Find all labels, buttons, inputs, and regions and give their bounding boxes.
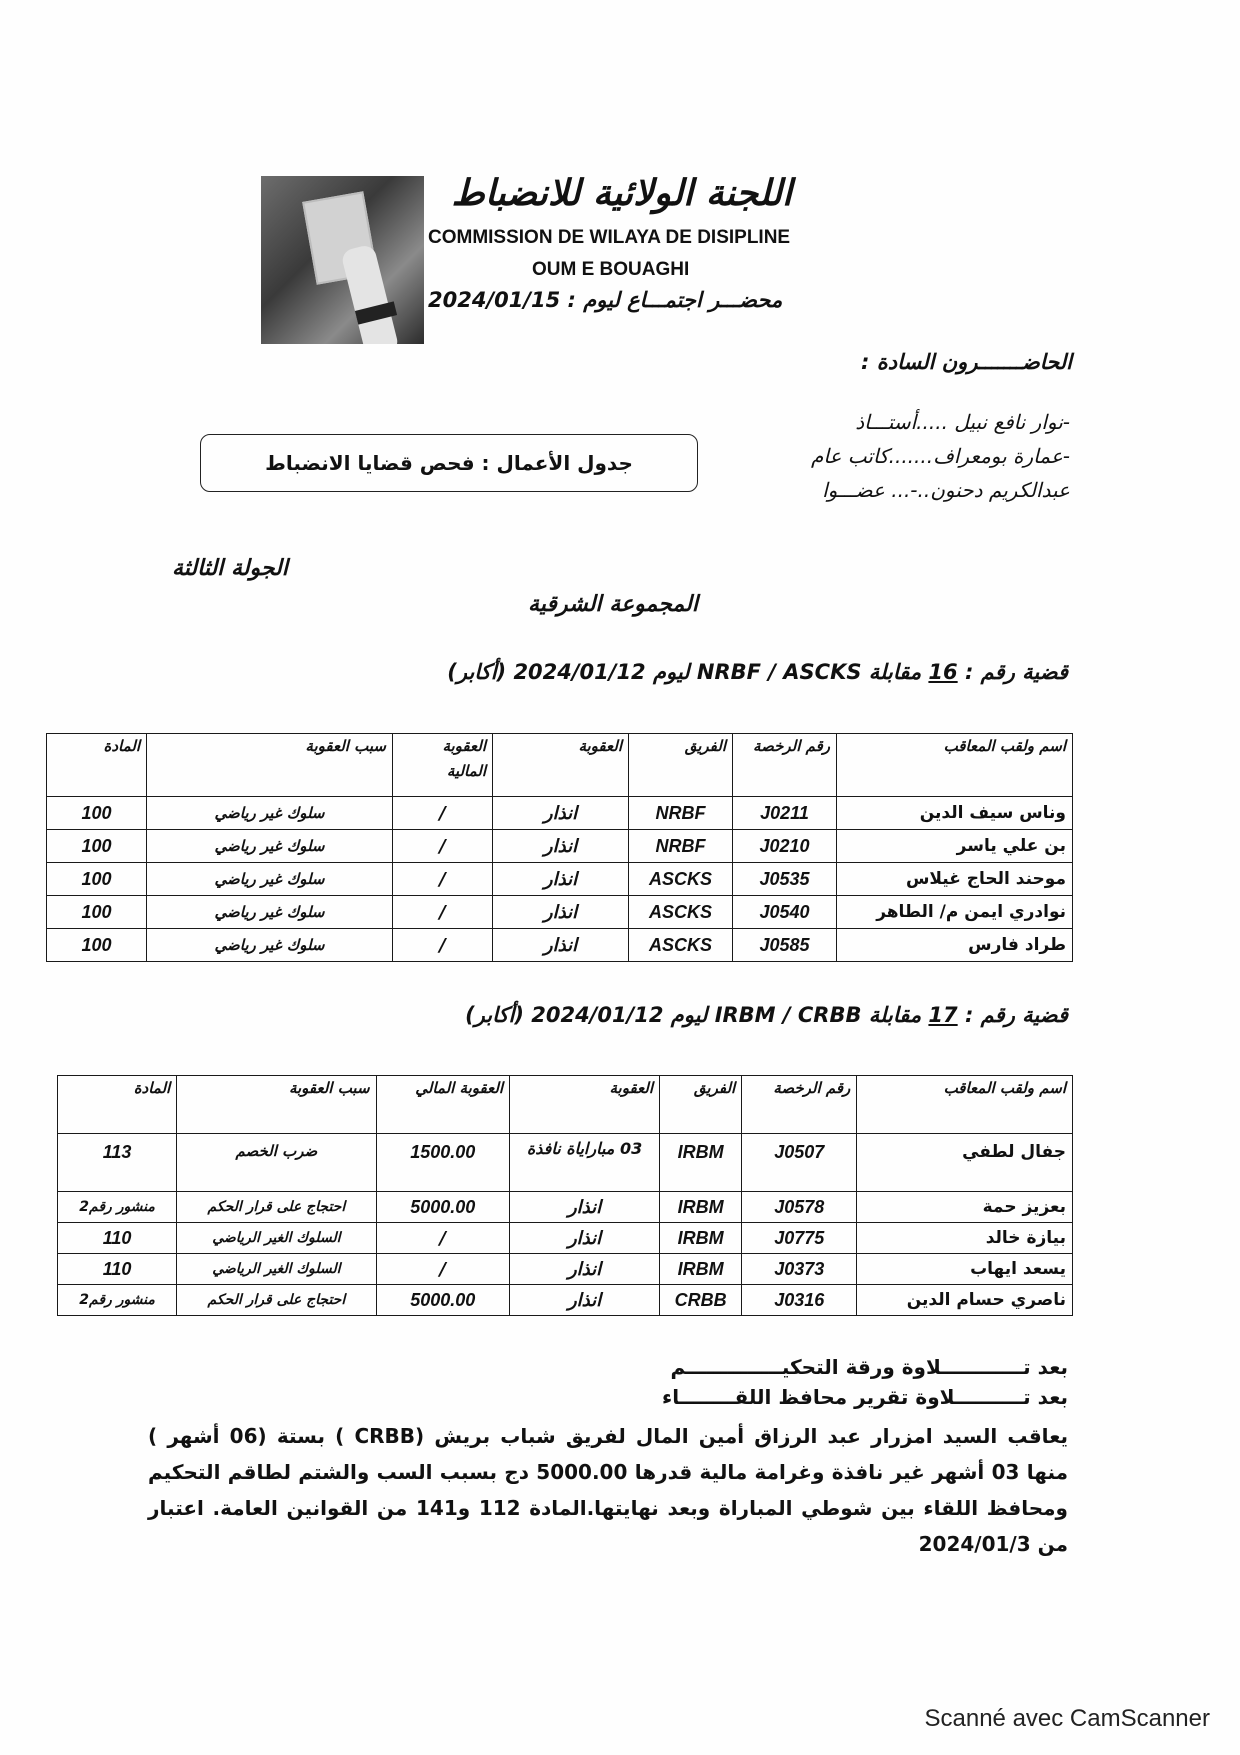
case-number: 16 (928, 660, 958, 684)
cell-article: 100 (47, 830, 147, 863)
cell-penalty: انذار (510, 1223, 660, 1254)
col-penalty: العقوبة (493, 734, 629, 797)
cell-name: يسعد ايهاب (857, 1254, 1073, 1285)
cell-article: 110 (58, 1223, 177, 1254)
date-label: ليوم (670, 1003, 708, 1027)
cell-team: IRBM (660, 1223, 742, 1254)
case-17-title (465, 1003, 1068, 1027)
case-teams: NRBF / ASCKS (696, 660, 862, 684)
table-row (47, 830, 1073, 863)
cell-fine: / (393, 797, 493, 830)
cell-team: CRBB (660, 1285, 742, 1316)
col-name: اسم ولقب المعاقب (857, 1076, 1073, 1134)
table-row (58, 1254, 1073, 1285)
cell-penalty: انذار (510, 1192, 660, 1223)
cell-article: 110 (58, 1254, 177, 1285)
cell-reason: السلوك الغير الرياضي (177, 1223, 376, 1254)
cell-name: طراد فارس (837, 929, 1073, 962)
cell-reason: سلوك غير رياضي (147, 830, 393, 863)
referee-card-photo (261, 176, 424, 344)
col-article: المادة (47, 734, 147, 797)
arm-shape (340, 244, 400, 344)
attendee-1: -نوار نافع نبيل .....أستـــاذ (855, 410, 1070, 434)
after-reading-refsheet: بعد تــــــــــــلاوة ورقة التحكيــــــــــــــم (670, 1355, 1068, 1379)
col-penalty: العقوبة (510, 1076, 660, 1134)
cell-name: نوادري ايمن م/ الطاهر (837, 896, 1073, 929)
minutes-label: محضـــر اجتمـــاع ليوم : (567, 288, 783, 312)
case-category: (أكابر) (465, 1003, 524, 1027)
cell-name: بيازة خالد (857, 1223, 1073, 1254)
attendee-3: عبدالكريم دحنون..-... عضـــوا (822, 478, 1070, 502)
cell-reason: سلوك غير رياضي (147, 896, 393, 929)
attendee-2: -عمارة بومعراف.......كاتب عام (811, 444, 1070, 468)
case-17-table (57, 1075, 1073, 1316)
cell-article: 100 (47, 896, 147, 929)
table-row (47, 863, 1073, 896)
case-prefix: قضية رقم : (964, 1003, 1068, 1027)
case-16-table (46, 733, 1073, 962)
cell-name: وناس سيف الدين (837, 797, 1073, 830)
col-article: المادة (58, 1076, 177, 1134)
cell-license: J0211 (733, 797, 837, 830)
case-number: 17 (928, 1003, 958, 1027)
minutes-date: 2024/01/15 (428, 288, 561, 312)
cell-license: J0540 (733, 896, 837, 929)
cell-fine: / (393, 929, 493, 962)
table-row (47, 896, 1073, 929)
cell-fine: / (393, 863, 493, 896)
col-fine: العقوبة المالية (393, 734, 493, 797)
case-category: (أكابر) (447, 660, 507, 684)
cell-reason: احتجاج على قرار الحكم (177, 1285, 376, 1316)
cell-team: IRBM (660, 1192, 742, 1223)
agenda-box: جدول الأعمال : فحص قضايا الانضباط (200, 434, 698, 492)
cell-reason: سلوك غير رياضي (147, 929, 393, 962)
cell-fine: / (376, 1223, 510, 1254)
cell-penalty: 03 مباراياة نافذة (510, 1134, 660, 1192)
cell-article: 113 (58, 1134, 177, 1192)
cell-name: بن علي ياسر (837, 830, 1073, 863)
cell-penalty: انذار (493, 797, 629, 830)
cell-team: NRBF (629, 830, 733, 863)
cell-name: ناصري حسام الدين (857, 1285, 1073, 1316)
cell-fine: / (393, 896, 493, 929)
cell-fine: 1500.00 (376, 1134, 510, 1192)
minutes-line (428, 288, 782, 312)
cell-reason: ضرب الخصم (177, 1134, 376, 1192)
commission-title-fr: COMMISSION DE WILAYA DE DISIPLINE (428, 227, 791, 248)
cell-team: ASCKS (629, 863, 733, 896)
cell-penalty: انذار (493, 863, 629, 896)
cell-article: منشور رقم2 (58, 1285, 177, 1316)
cell-reason: سلوك غير رياضي (147, 863, 393, 896)
cell-article: منشور رقم2 (58, 1192, 177, 1223)
round-title: الجولة الثالثة (172, 556, 288, 581)
decision-paragraph: يعاقب السيد امزرار عبد الرزاق أمين المال لفريق شباب بريش (CRBB ) بستة (06 أشهر ) منها 03 أشهر غير نافذة وغرامة مالية قدرها 5000.00 دج بسبب السب والشتم لطاقم التحكيم ومحافظ اللقاء بين شوطي المباراة وبعد نهايتها.المادة 112 و141 من القوانين العامة. اعتبار من 2024/01/3 (148, 1424, 1068, 1556)
cell-reason: سلوك غير رياضي (147, 797, 393, 830)
table-row (47, 797, 1073, 830)
cell-fine: / (376, 1254, 510, 1285)
col-reason: سبب العقوبة (147, 734, 393, 797)
cell-name: بعزيز حمة (857, 1192, 1073, 1223)
cell-fine: / (393, 830, 493, 863)
table-row (58, 1285, 1073, 1316)
table-row (58, 1192, 1073, 1223)
cell-article: 100 (47, 863, 147, 896)
cell-fine: 5000.00 (376, 1285, 510, 1316)
col-license: رقم الرخصة (733, 734, 837, 797)
cell-license: J0373 (742, 1254, 857, 1285)
after-reading-report: بعد تــــــــــلاوة تقرير محافظ اللقــــــــاء (662, 1385, 1068, 1409)
case-date: 2024/01/12 (513, 660, 646, 684)
case-prefix: قضية رقم : (964, 660, 1068, 684)
cell-license: J0578 (742, 1192, 857, 1223)
cell-license: J0775 (742, 1223, 857, 1254)
col-fine: العقوبة المالي (376, 1076, 510, 1134)
case-date: 2024/01/12 (531, 1003, 664, 1027)
col-license: رقم الرخصة (742, 1076, 857, 1134)
cell-fine: 5000.00 (376, 1192, 510, 1223)
cell-article: 100 (47, 797, 147, 830)
cell-team: IRBM (660, 1134, 742, 1192)
cell-license: J0507 (742, 1134, 857, 1192)
cell-license: J0535 (733, 863, 837, 896)
cell-license: J0316 (742, 1285, 857, 1316)
group-title: المجموعة الشرقية (528, 592, 698, 617)
col-reason: سبب العقوبة (177, 1076, 376, 1134)
commission-location: OUM E BOUAGHI (532, 259, 690, 280)
commission-title-ar: اللجنة الولائية للانضباط (451, 172, 792, 214)
cell-penalty: انذار (493, 896, 629, 929)
case-16-title (447, 660, 1068, 684)
table-row (58, 1223, 1073, 1254)
table-row (47, 929, 1073, 962)
cell-penalty: انذار (493, 830, 629, 863)
match-label: مقابلة (868, 660, 922, 684)
col-name: اسم ولقب المعاقب (837, 734, 1073, 797)
scanner-watermark: Scanné avec CamScanner (924, 1705, 1210, 1732)
cell-license: J0210 (733, 830, 837, 863)
col-team: الفريق (660, 1076, 742, 1134)
match-label: مقابلة (868, 1003, 922, 1027)
cell-reason: السلوك الغير الرياضي (177, 1254, 376, 1285)
cell-name: موحند الحاج غيلاس (837, 863, 1073, 896)
cell-team: NRBF (629, 797, 733, 830)
col-team: الفريق (629, 734, 733, 797)
case-teams: IRBM / CRBB (714, 1003, 862, 1027)
attendees-title: الحاضـــــــرون السادة : (861, 350, 1072, 374)
cell-reason: احتجاج على قرار الحكم (177, 1192, 376, 1223)
cell-penalty: انذار (510, 1254, 660, 1285)
cell-name: جفال لطفي (857, 1134, 1073, 1192)
table-row (58, 1134, 1073, 1192)
cell-team: IRBM (660, 1254, 742, 1285)
date-label: ليوم (652, 660, 690, 684)
cell-license: J0585 (733, 929, 837, 962)
cell-penalty: انذار (493, 929, 629, 962)
cell-team: ASCKS (629, 929, 733, 962)
cell-team: ASCKS (629, 896, 733, 929)
cell-penalty: انذار (510, 1285, 660, 1316)
cell-article: 100 (47, 929, 147, 962)
